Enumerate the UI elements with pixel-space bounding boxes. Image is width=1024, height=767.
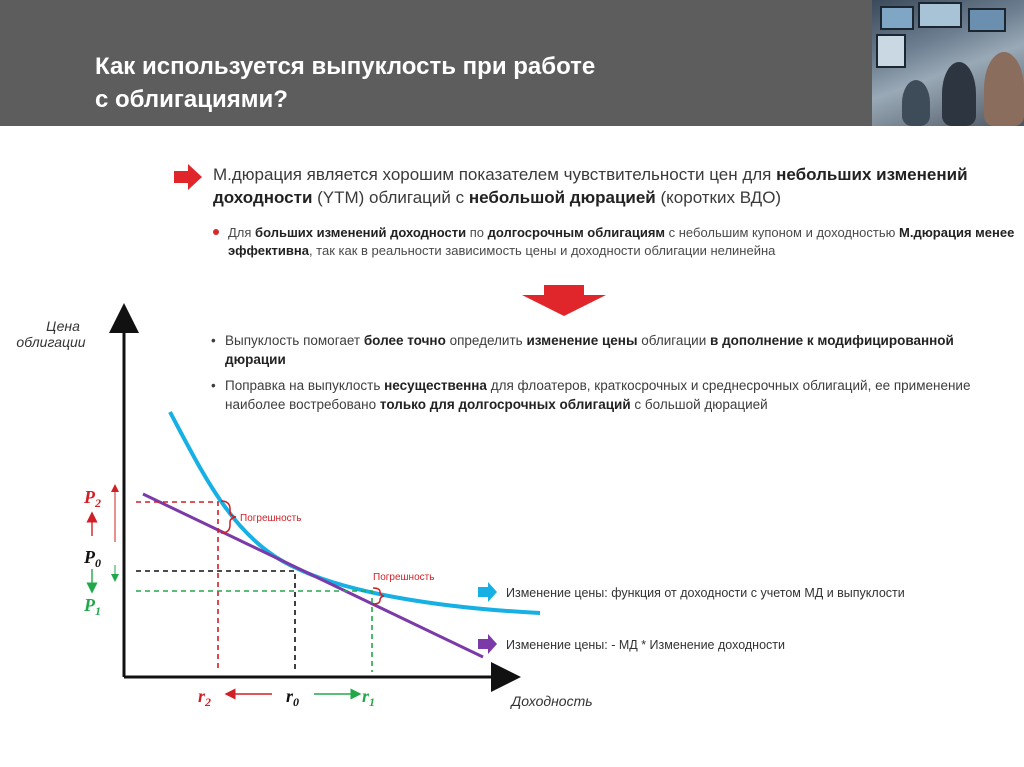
bullet-text-2: Поправка на выпуклость несущественна для флоатеров, краткосрочных и среднесрочных облигаций, ее применение наиболее востребовано только для долгосрочных облигаций с большой дюрацией — [225, 378, 971, 412]
p1-label: $P_1$ — [84, 595, 101, 618]
bullet-text-1: Выпуклость помогает более точно определить изменение цены облигации в дополнение к модифицированной дюрации — [225, 333, 954, 367]
guide-p2-r2 — [136, 502, 218, 672]
guide-p1-r1 — [136, 591, 372, 672]
error-label-2: Погрешность — [373, 572, 435, 583]
bullet-dot-icon: • — [211, 378, 216, 393]
p0-label: $P_0$ — [84, 547, 101, 570]
legend-line-label: Изменение цены: - МД * Изменение доходности — [506, 638, 785, 652]
r0-label: $r_0$ — [286, 686, 300, 709]
p2-label: $P_2$ — [84, 487, 101, 510]
r2-label: $r_2$ — [198, 686, 212, 709]
right-arrow-icon — [478, 582, 497, 602]
y-axis-label-line-1: Цена — [46, 318, 80, 334]
legend-curve-label: Изменение цены: функция от доходности с учетом МД и выпуклости — [506, 586, 905, 600]
sub-point-text: Для больших изменений доходности по долгосрочным облигациям с небольшим купоном и доходностью М.дюрация менее эффективна, так как в реальности зависимость цены и доходности облигации нелинейна — [228, 225, 1015, 258]
y-axis-label-line-2: облигации — [16, 334, 86, 350]
main-point-text: М.дюрация является хорошим показателем чувствительности цен для небольших изменений доходности (YTM) облигаций с небольшой дюрацией (коротких ВДО) — [213, 165, 968, 207]
r1-label: $r_1$ — [362, 686, 376, 709]
right-arrow-icon — [478, 634, 497, 654]
x-axis-label: Доходность — [511, 693, 593, 709]
error-brace-2 — [373, 588, 384, 604]
guide-p0-r0 — [136, 571, 295, 672]
title-line-1: Как используется выпуклость при работе — [95, 53, 596, 80]
title-line-2: с облигациями? — [95, 86, 288, 113]
convexity-curve — [170, 412, 540, 613]
bullet-dot-icon: • — [211, 333, 216, 348]
error-label-1: Погрешность — [240, 513, 302, 524]
